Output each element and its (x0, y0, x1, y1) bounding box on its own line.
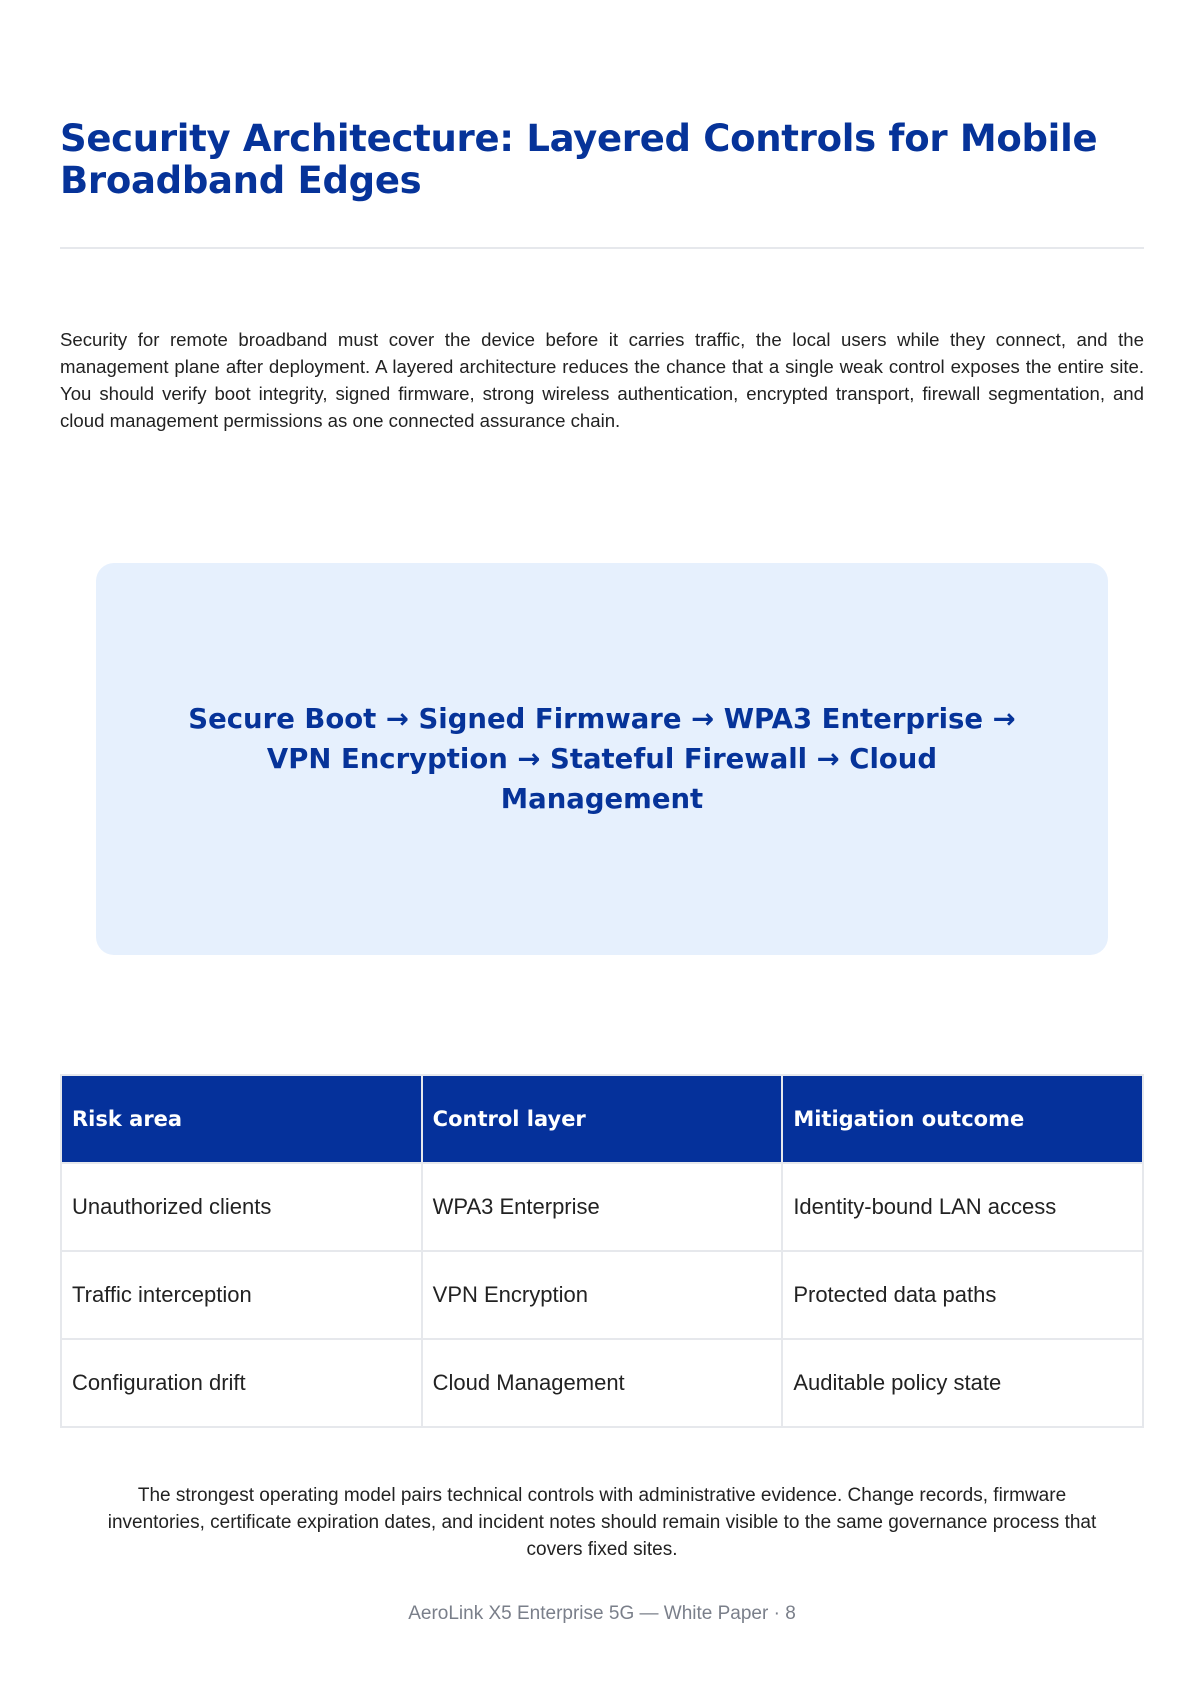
title-divider (60, 247, 1144, 249)
page-title: Security Architecture: Layered Controls for Mobile Broadband Edges (60, 117, 1098, 202)
closing-paragraph: The strongest operating model pairs technical controls with administrative evidence. Change records, firmware inventories, certificate expiration dates, and incident notes should remain visible to the same governance process that covers fixed sites. (107, 1485, 1097, 1560)
table-cell: WPA3 Enterprise (422, 1163, 783, 1251)
table-row (61, 1163, 1143, 1251)
table-cell: Protected data paths (782, 1251, 1143, 1339)
table-row (61, 1339, 1143, 1427)
table-row (61, 1251, 1143, 1339)
controls-table (60, 1074, 1144, 1428)
table-header-cell: Risk area (61, 1075, 422, 1163)
table-cell: Unauthorized clients (61, 1163, 422, 1251)
table-cell: Configuration drift (61, 1339, 422, 1427)
table-cell: Cloud Management (422, 1339, 783, 1427)
security-flow-text: Secure Boot → Signed Firmware → WPA3 Enterprise → VPN Encryption → Stateful Firewall → Cloud Management (188, 703, 1016, 815)
table-header-cell: Mitigation outcome (782, 1075, 1143, 1163)
table-cell: Auditable policy state (782, 1339, 1143, 1427)
table-header-row (61, 1075, 1143, 1163)
page-footer: AeroLink X5 Enterprise 5G — White Paper · 8 (408, 1603, 796, 1624)
table-cell: Traffic interception (61, 1251, 422, 1339)
intro-paragraph: Security for remote broadband must cover the device before it carries traffic, the local users while they connect, and the management plane after deployment. A layered architecture reduces the chance that a single weak control exposes the entire site. You should verify boot integrity, signed firmware, strong wireless authentication, encrypted transport, firewall segmentation, and cloud management permissions as one connected assurance chain. (60, 329, 1144, 431)
table-cell: VPN Encryption (422, 1251, 783, 1339)
security-flow-callout (96, 563, 1108, 955)
table-cell: Identity-bound LAN access (782, 1163, 1143, 1251)
table-header-cell: Control layer (422, 1075, 783, 1163)
